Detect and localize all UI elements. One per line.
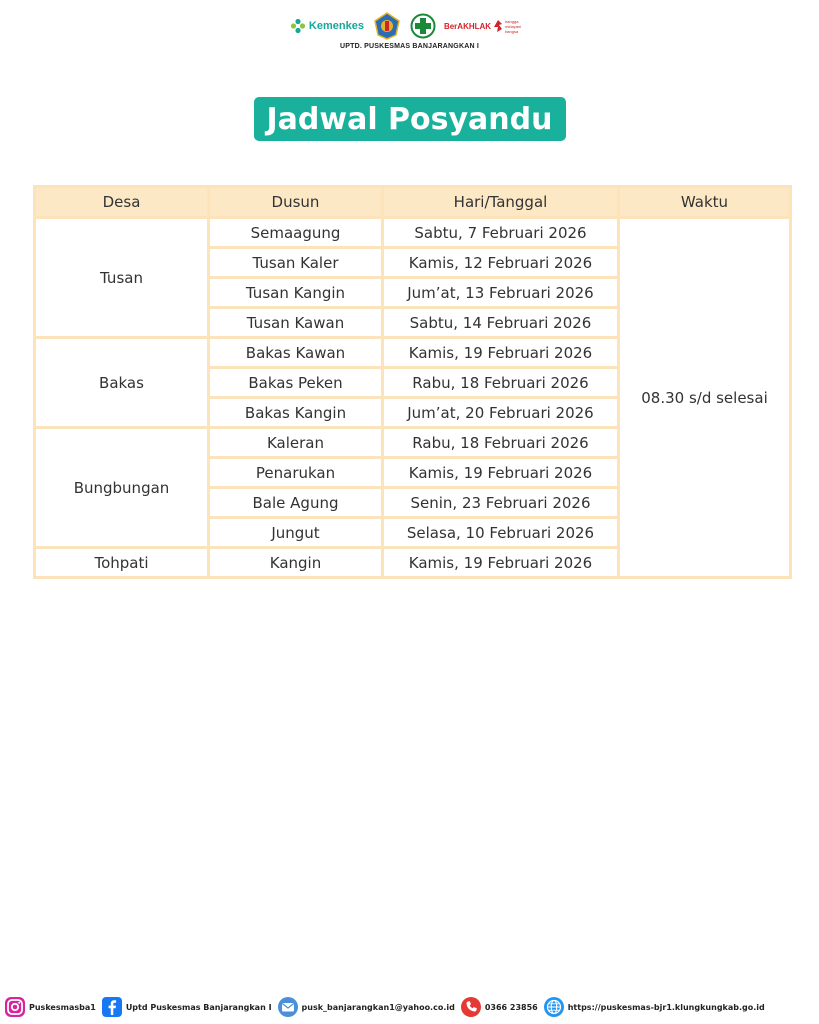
instagram-link[interactable] (4, 996, 96, 1018)
berakhlak-logo-icon (493, 20, 503, 32)
header-hari-tanggal: Hari/Tanggal (383, 187, 619, 218)
email-address: pusk_banjarangkan1@yahoo.co.id (301, 1002, 455, 1012)
dusun-cell: Penarukan (209, 458, 383, 488)
footer-contacts (4, 992, 815, 1022)
dusun-cell: Semaagung (209, 218, 383, 248)
tanggal-cell: Kamis, 19 Februari 2026 (383, 458, 619, 488)
dusun-cell: Kaleran (209, 428, 383, 458)
header-dusun: Dusun (209, 187, 383, 218)
tanggal-cell: Sabtu, 7 Februari 2026 (383, 218, 619, 248)
dusun-cell: Tusan Kaler (209, 248, 383, 278)
facebook-name: Uptd Puskesmas Banjarangkan I (125, 1002, 272, 1012)
email-icon (277, 996, 299, 1018)
header-logos (0, 10, 819, 42)
header-waktu: Waktu (619, 187, 791, 218)
tanggal-cell: Sabtu, 14 Februari 2026 (383, 308, 619, 338)
globe-icon (543, 996, 565, 1018)
klungkung-emblem-icon (372, 11, 402, 41)
table-row (35, 218, 791, 248)
dusun-cell: Bale Agung (209, 488, 383, 518)
waktu-cell: 08.30 s/d selesai (619, 218, 791, 578)
dusun-cell: Bakas Kawan (209, 338, 383, 368)
table-header-row (35, 187, 791, 218)
title-wrap (0, 97, 819, 141)
page-title: Jadwal Posyandu (254, 97, 566, 141)
website-url: https://puskesmas-bjr1.klungkungkab.go.id (567, 1002, 765, 1012)
tanggal-cell: Rabu, 18 Februari 2026 (383, 368, 619, 398)
desa-cell: Tohpati (35, 548, 209, 578)
facebook-link[interactable] (101, 996, 272, 1018)
dusun-cell: Tusan Kangin (209, 278, 383, 308)
dusun-cell: Bakas Kangin (209, 398, 383, 428)
email-link[interactable] (277, 996, 455, 1018)
phone-link[interactable] (460, 996, 538, 1018)
desa-cell: Bakas (35, 338, 209, 428)
phone-icon (460, 996, 482, 1018)
tanggal-cell: Senin, 23 Februari 2026 (383, 488, 619, 518)
dusun-cell: Kangin (209, 548, 383, 578)
tanggal-cell: Jum’at, 20 Februari 2026 (383, 398, 619, 428)
berakhlak-logo (444, 19, 529, 34)
dusun-cell: Tusan Kawan (209, 308, 383, 338)
dusun-cell: Bakas Peken (209, 368, 383, 398)
berakhlak-label: BerAKHLAK (443, 21, 492, 31)
dusun-cell: Jungut (209, 518, 383, 548)
schedule-table (33, 185, 792, 579)
puskesmas-cross-icon (410, 13, 436, 39)
instagram-handle: Puskesmasba1 (29, 1002, 96, 1012)
header-desa: Desa (35, 187, 209, 218)
tanggal-cell: Rabu, 18 Februari 2026 (383, 428, 619, 458)
desa-cell: Bungbungan (35, 428, 209, 548)
desa-cell: Tusan (35, 218, 209, 338)
tanggal-cell: Kamis, 19 Februari 2026 (383, 548, 619, 578)
kemenkes-logo (290, 18, 364, 34)
phone-number: 0366 23856 (484, 1002, 538, 1012)
tanggal-cell: Jum’at, 13 Februari 2026 (383, 278, 619, 308)
tanggal-cell: Kamis, 19 Februari 2026 (383, 338, 619, 368)
berakhlak-tagline: bangga melayani bangsa (505, 18, 522, 34)
org-name: UPTD. PUSKESMAS BANJARANGKAN I (339, 43, 479, 50)
website-link[interactable] (543, 996, 765, 1018)
instagram-icon (4, 996, 26, 1018)
kemenkes-logo-icon (290, 18, 306, 34)
facebook-icon (101, 996, 123, 1018)
tanggal-cell: Selasa, 10 Februari 2026 (383, 518, 619, 548)
tanggal-cell: Kamis, 12 Februari 2026 (383, 248, 619, 278)
kemenkes-label: Kemenkes (308, 20, 364, 32)
